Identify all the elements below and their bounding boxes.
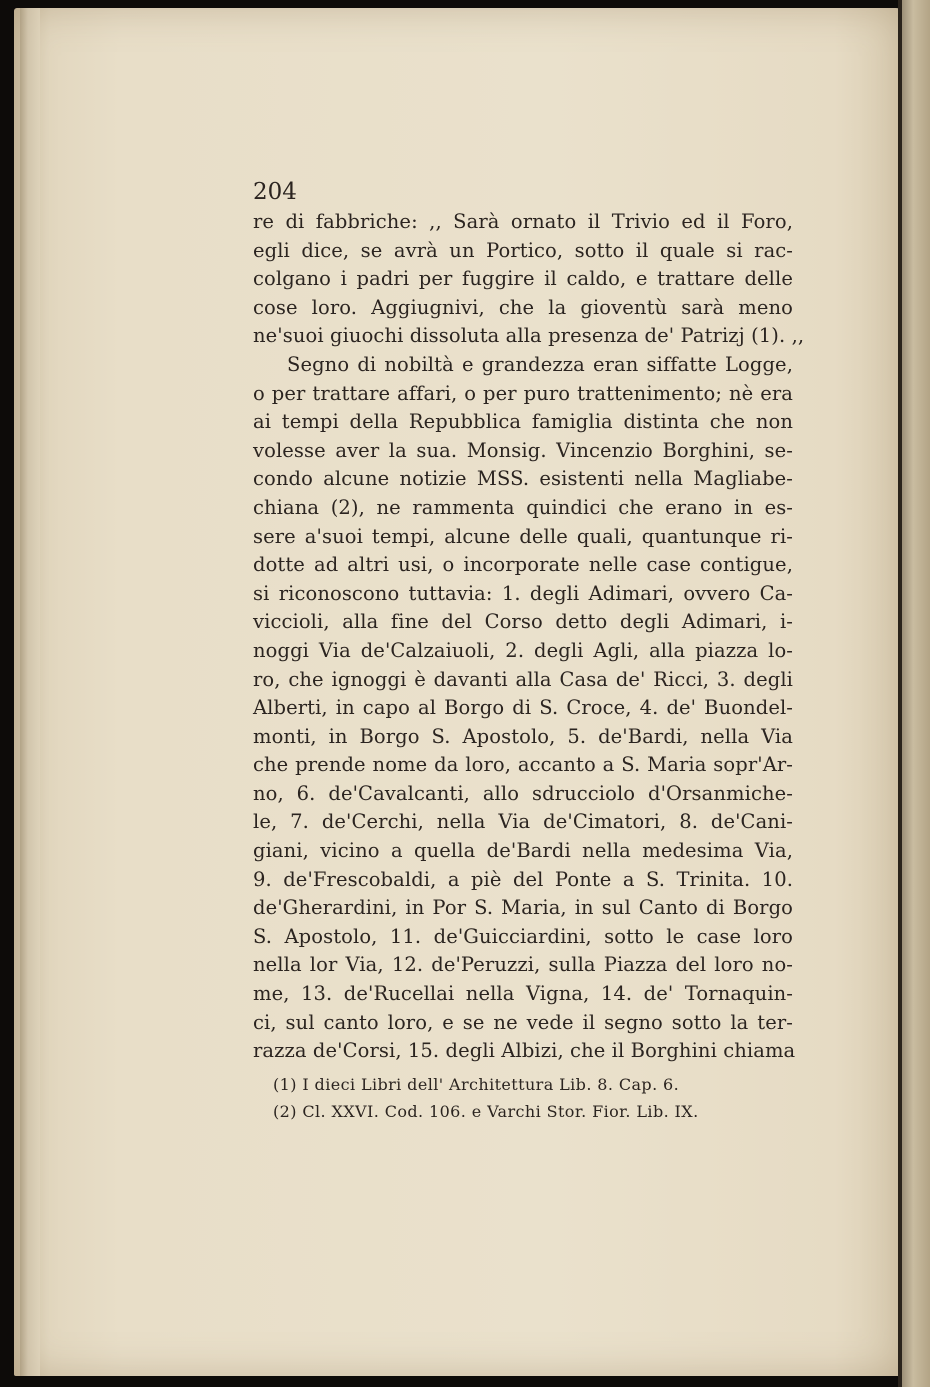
text-line: sere a'suoi tempi, alcune delle quali, quantunque ri- bbox=[253, 524, 793, 548]
text-line: ci, sul canto loro, e se ne vede il segno sotto la ter- bbox=[253, 1010, 793, 1034]
text-line: ro, che ignoggi è davanti alla Casa de' Ricci, 3. degli bbox=[253, 667, 793, 691]
text-line: dotte ad altri usi, o incorporate nelle case contigue, bbox=[253, 553, 793, 577]
text-line: ai tempi della Repubblica famiglia distinta che non bbox=[253, 410, 793, 434]
text-line: ne'suoi giuochi dissoluta alla presenza de' Patrizj (1). ,, bbox=[253, 324, 805, 348]
text-line: si riconoscono tuttavia: 1. degli Adimari, ovvero Ca- bbox=[253, 581, 793, 605]
text-line: volesse aver la sua. Monsig. Vincenzio Borghini, se- bbox=[253, 438, 793, 462]
text-line: le, 7. de'Cerchi, nella Via de'Cimatori, 8. de'Cani- bbox=[253, 810, 793, 834]
text-line: noggi Via de'Calzaiuoli, 2. degli Agli, alla piazza lo- bbox=[253, 638, 793, 662]
text-line: de'Gherardini, in Por S. Maria, in sul Canto di Borgo bbox=[253, 896, 793, 920]
paragraph-start-line: Segno di nobiltà e grandezza eran siffatte Logge, bbox=[287, 352, 793, 376]
page-number: 204 bbox=[253, 179, 297, 205]
text-line: condo alcune notizie MSS. esistenti nella Magliabe- bbox=[253, 467, 793, 491]
footnote: (1) I dieci Libri dell' Architettura Lib. 8. Cap. 6. bbox=[273, 1074, 680, 1094]
text-block bbox=[253, 178, 805, 1125]
text-line: 9. de'Frescobaldi, a piè del Ponte a S. Trinita. 10. bbox=[253, 867, 793, 891]
text-line: egli dice, se avrà un Portico, sotto il quale si rac- bbox=[253, 238, 793, 262]
body-text bbox=[253, 208, 805, 1066]
text-line: che prende nome da loro, accanto a S. Maria sopr'Ar- bbox=[253, 753, 793, 777]
text-line: Alberti, in capo al Borgo di S. Croce, 4. de' Buondel- bbox=[253, 696, 793, 720]
text-line: me, 13. de'Rucellai nella Vigna, 14. de' Tornaquin- bbox=[253, 982, 793, 1006]
text-line: viccioli, alla fine del Corso detto degli Adimari, i- bbox=[253, 610, 793, 634]
adjacent-page-edge bbox=[902, 0, 930, 1387]
text-line: giani, vicino a quella de'Bardi nella medesima Via, bbox=[253, 839, 793, 863]
text-line: S. Apostolo, 11. de'Guicciardini, sotto le case loro bbox=[253, 924, 793, 948]
text-line: chiana (2), ne rammenta quindici che erano in es- bbox=[253, 495, 793, 519]
text-line: monti, in Borgo S. Apostolo, 5. de'Bardi, nella Via bbox=[253, 724, 793, 748]
text-line: re di fabbriche: ,, Sarà ornato il Trivio ed il Foro, bbox=[253, 210, 793, 233]
text-line: no, 6. de'Cavalcanti, allo sdrucciolo d'Orsanmiche- bbox=[253, 781, 793, 805]
footnotes bbox=[253, 1071, 793, 1125]
text-line: cose loro. Aggiugnivi, che la gioventù sarà meno bbox=[253, 295, 793, 319]
text-line: nella lor Via, 12. de'Peruzzi, sulla Piazza del loro no- bbox=[253, 953, 793, 977]
footnote: (2) Cl. XXVI. Cod. 106. e Varchi Stor. Fior. Lib. IX. bbox=[273, 1101, 699, 1121]
text-line: razza de'Corsi, 15. degli Albizi, che il Borghini chiama bbox=[253, 1039, 796, 1063]
text-line: colgano i padri per fuggire il caldo, e trattare delle bbox=[253, 267, 793, 291]
text-line: o per trattare affari, o per puro trattenimento; nè era bbox=[253, 381, 793, 405]
page-gutter bbox=[20, 8, 40, 1376]
